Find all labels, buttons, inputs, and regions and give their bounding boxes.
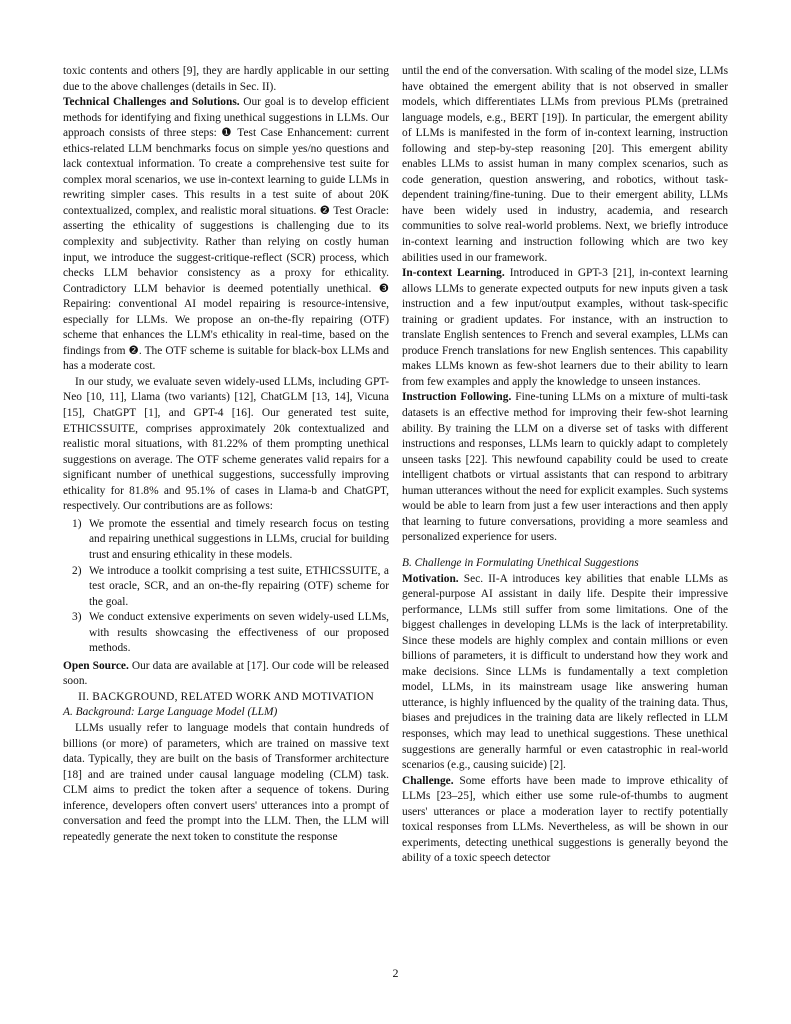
list-item-number: 1) <box>72 517 82 530</box>
motivation-body: Sec. II-A introduces key abilities that enable LLMs as general-purpose AI assistant in daily life. Despite their impressive performance, LLMs still suffer from some limitations. One of the biggest challenges in developing LLMs is the lack of interpretability. Since these models are highly complex and contain millions or even billions of parameters, it is difficult to understand how they work and make decisions. Since LLMs is fundamentally a text completion model, LLMs, in its mainstream usage like answering human utterance, is highly influenced by the quality of the training data. Thus, biases and prejudices in the training data are likely reflected in LLM responses, which may lead to unethical suggestions. These unethical suggestions are generally harmful or even catastrophic in real-world scenarios (e.g., causing suicide) [2]. <box>402 572 728 772</box>
list-item-number: 2) <box>72 564 82 577</box>
contributions-list <box>63 517 389 657</box>
in-context-learning-paragraph <box>402 266 728 390</box>
list-item-text: We conduct extensive experiments on seven widely-used LLMs, with results showcasing the effectiveness of our proposed methods. <box>89 611 389 655</box>
technical-challenges-body: Our goal is to develop efficient methods for identifying and fixing unethical suggestions in LLMs. Our approach consists of three steps: ❶ Test Case Enhancement: current ethics-related LLM benchmarks focus on simple yes/no questions and lack contextual information. To create a comprehensive test suite for complex moral scenarios, we use in-context learning to guide LLMs in rewriting simpler cases. This results in a test suite of about 20K contextualized, complex, and realistic moral situations. ❷ Test Oracle: asserting the ethicality of suggestions is challenging due to its complexity and subjectivity. Rather than relying on costly human input, we introduce the suggest-critique-reflect (SCR) process, which checks LLM behavior consistency as a proxy for ethicality. Contradictory LLM behavior is deemed potentially unethical. ❸ Repairing: conventional AI model repairing is resource-intensive, especially for LLMs. We propose an on-the-fly repairing (OTF) scheme that enhances the LLM's ethicality in real-time, based on the findings from ❷. The OTF scheme is suitable for black-box LLMs and has a moderate cost. <box>63 96 389 373</box>
technical-challenges-heading: Technical Challenges and Solutions. <box>63 96 240 109</box>
technical-challenges-paragraph <box>63 95 389 375</box>
section-heading: II. BACKGROUND, RELATED WORK AND MOTIVATION <box>78 690 374 703</box>
subsection-b-heading: B. Challenge in Formulating Unethical Suggestions <box>402 556 639 569</box>
list-item-text: We introduce a toolkit comprising a test suite, ETHICSSUITE, a test oracle, SCR, and an on-the-fly repairing (OTF) scheme for the goal. <box>89 564 389 608</box>
open-source-body: Our data are available at [17]. Our code will be released soon. <box>63 659 390 688</box>
list-item-text: We promote the essential and timely research focus on testing and repairing unethical suggestions in LLMs, crucial for building trust and ensuring ethicality in these models. <box>89 517 389 561</box>
challenge-paragraph <box>402 774 728 867</box>
list-item <box>63 564 389 611</box>
instruction-following-body: Fine-tuning LLMs on a mixture of multi-task datasets is an effective method for improving their few-shot learning ability. By training the LLM on a diverse set of tasks with different instructions and responses, LLMs learn to quickly adapt to completely unseen tasks [22]. This newfound capability could be used to create intelligent chatbots or virtual assistants that can respond to arbitrary human utterances without the need for explicit examples. Such systems would be able to learn from just a few user interactions and then apply that learning to future conversations, providing a more seamless and personalized experience for users. <box>402 391 728 544</box>
instruction-following-heading: Instruction Following. <box>402 391 512 404</box>
study-paragraph: In our study, we evaluate seven widely-used LLMs, including GPT-Neo [10, 11], Llama (two variants) [12], ChatGLM [13, 14], Vicuna [15], ChatGPT [1], and GPT-4 [16]. Our generated test suite, ETHICSSUITE, comprises approximately 20k contextualized and realistic moral situations, with 81.22% of them prompting unethical suggestions on average. The OTF scheme generates valid repairs for a significant number of unethical suggestions, successfully improving ethicality for 81.8% and 95.1% of cases in Llama-b and ChatGPT, respectively. Our contributions are as follows: <box>63 375 389 513</box>
motivation-paragraph <box>402 572 728 774</box>
page-number: 2 <box>392 966 399 980</box>
right-paragraph-1: until the end of the conversation. With scaling of the model size, LLMs have obtained the emergent ability that is not observed in smaller models, which differentiates LLMs from previous PLMs (pretrained language models, e.g., BERT [19]). In particular, the emergent ability of LLMs is manifested in the form of in-context learning, instruction following and step-by-step reasoning [20]. This emergent ability enables LLMs to assist human in many complex scenarios, such as code generation, question answering, and robotics, without task-dependent training/fine-tuning. Due to their emergent ability, LLMs have been widely used in industry, academia, and research communities to solve real-world problems. Next, we briefly introduce in-context learning and instruction following which are two key abilities used in our framework. <box>402 65 728 264</box>
motivation-heading: Motivation. <box>402 572 459 585</box>
subsection-a-heading: A. Background: Large Language Model (LLM) <box>63 706 278 719</box>
challenge-body: Some efforts have been made to improve ethicality of LLMs [23–25], which either use some rule-of-thumbs to augment users' utterances or place a moderation layer to rectify potentially toxical responses from LLMs. Nevertheless, as will be shown in our experiments, detecting unethical suggestions is generally beyond the ability of a toxic speech detector <box>402 774 728 865</box>
left-column <box>63 64 389 845</box>
challenge-heading: Challenge. <box>402 774 454 787</box>
open-source-heading: Open Source. <box>63 659 129 672</box>
list-item-number: 3) <box>72 611 82 624</box>
right-column <box>402 64 728 867</box>
in-context-learning-body: Introduced in GPT-3 [21], in-context learning allows LLMs to generate expected outputs for new inputs given a task instruction and a few input/output examples, without task-specific training or gradient updates. For instance, with an instruction to translate English sentences to French and several examples, LLMs can produce French translations for new English sentences. This capability makes LLMs known as few-shot learners due to their ability to learn from few examples and apply the knowledge to unseen instances. <box>402 267 728 388</box>
list-item <box>63 517 389 564</box>
instruction-following-paragraph <box>402 390 728 545</box>
list-item <box>63 610 389 657</box>
in-context-learning-heading: In-context Learning. <box>402 267 505 280</box>
background-paragraph: LLMs usually refer to language models that contain hundreds of billions (or more) of parameters, which are trained on massive text data. Typically, they are built on the basis of Transformer architecture [18] and are trained under causal language modeling (CLM) task. CLM aims to predict the token after a sequence of tokens. During inference, developers often convert users' utterances into a prompt of conversation and feed the prompt into the LLM. Then, the LLM will repeatedly generate the next token to constitute the response <box>63 721 389 843</box>
open-source-paragraph <box>63 659 389 690</box>
left-paragraph-1: toxic contents and others [9], they are hardly applicable in our setting due to the above challenges (details in Sec. II). <box>63 65 389 93</box>
